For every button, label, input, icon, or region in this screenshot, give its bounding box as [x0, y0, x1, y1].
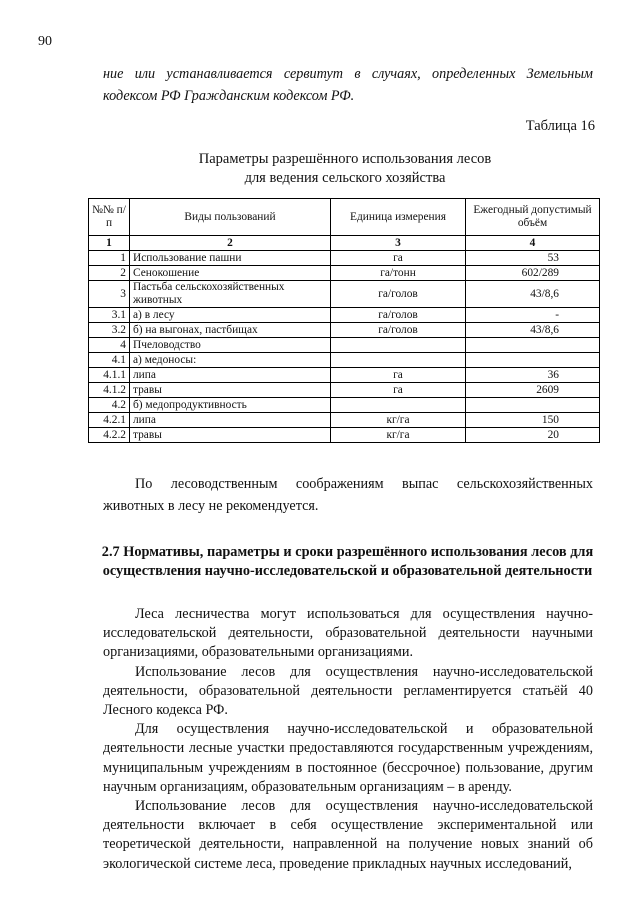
paragraph: Использование лесов для осуществления научно-исследовательской деятельности включает в себя осуществление экспериментальной или теоретической деятельности, направленной на получение новых знаний об экологической системе леса, проведение прикладных научных исследований, — [103, 798, 593, 872]
row-volume — [466, 398, 600, 413]
row-unit: га/голов — [331, 308, 466, 323]
row-use-type: б) на выгонах, пастбищах — [130, 323, 331, 338]
table-row — [89, 413, 600, 428]
row-unit — [331, 338, 466, 353]
column-number: 1 — [89, 236, 130, 251]
table-row — [89, 251, 600, 266]
row-use-type: Пчеловодство — [130, 338, 331, 353]
row-unit: га — [331, 368, 466, 383]
row-unit — [331, 398, 466, 413]
row-use-type: травы — [130, 383, 331, 398]
intro-text: ние или устанавливается сервитут в случаях, определенных Земельным кодексом РФ Гражданским кодексом РФ. — [103, 66, 593, 104]
row-unit: кг/га — [331, 413, 466, 428]
table-row — [89, 368, 600, 383]
row-use-type: травы — [130, 428, 331, 443]
paragraph: Леса лесничества могут использоваться для осуществления научно-исследовательской деятельности, образовательной деятельности научными организациями, образовательными организациями. — [103, 606, 593, 661]
table-row — [89, 383, 600, 398]
row-number: 4.2.1 — [89, 413, 130, 428]
table-row — [89, 428, 600, 443]
table-row — [89, 266, 600, 281]
row-number: 3.2 — [89, 323, 130, 338]
row-volume: 602/289 — [466, 266, 600, 281]
row-number: 4.1.2 — [89, 383, 130, 398]
row-number: 4.1 — [89, 353, 130, 368]
row-use-type: Использование пашни — [130, 251, 331, 266]
header-use-type: Виды пользований — [130, 199, 331, 236]
page-number: 90 — [38, 34, 52, 49]
row-use-type: а) медоносы: — [130, 353, 331, 368]
header-number: №№ п/п — [89, 199, 130, 236]
table-caption-line-2: для ведения сельского хозяйства — [244, 170, 446, 186]
header-annual-volume: Ежегодный допустимый объём — [466, 199, 600, 236]
row-use-type: Сенокошение — [130, 266, 331, 281]
table-row — [89, 353, 600, 368]
row-volume: 43/8,6 — [466, 323, 600, 338]
row-unit — [331, 353, 466, 368]
row-number: 3 — [89, 281, 130, 308]
paragraph: Для осуществления научно-исследовательской и образовательной деятельности лесные участки предоставляются государственным учреждениям, муниципальным учреждениям в постоянное (бессрочное) пользование, другим научным организациям, образовательным организациям – в аренду. — [103, 721, 593, 795]
row-unit: га — [331, 383, 466, 398]
row-use-type: а) в лесу — [130, 308, 331, 323]
row-volume — [466, 338, 600, 353]
row-use-type: липа — [130, 368, 331, 383]
row-number: 4.1.1 — [89, 368, 130, 383]
row-unit: га/тонн — [331, 266, 466, 281]
row-number: 4.2.2 — [89, 428, 130, 443]
section-heading: 2.7 Нормативы, параметры и сроки разрешённого использования лесов для осуществления научно-исследовательской и образовательной деятельности — [101, 544, 594, 579]
row-number: 2 — [89, 266, 130, 281]
table-row — [89, 398, 600, 413]
row-unit: га/голов — [331, 281, 466, 308]
row-volume: 43/8,6 — [466, 281, 600, 308]
row-volume: 36 — [466, 368, 600, 383]
table-row — [89, 323, 600, 338]
column-number: 3 — [331, 236, 466, 251]
row-use-type: липа — [130, 413, 331, 428]
paragraph: Использование лесов для осуществления научно-исследовательской деятельности, образовательной деятельности регламентируется статьёй 40 Лесного кодекса РФ. — [103, 663, 593, 719]
column-number: 2 — [130, 236, 331, 251]
row-use-type: Пастьба сельскохозяйственных животных — [130, 281, 331, 308]
row-unit: кг/га — [331, 428, 466, 443]
row-volume: 150 — [466, 413, 600, 428]
row-number: 4.2 — [89, 398, 130, 413]
header-unit: Единица измерения — [331, 199, 466, 236]
table-row — [89, 281, 600, 308]
column-numbers-row — [89, 236, 600, 251]
row-unit: га — [331, 251, 466, 266]
row-number: 1 — [89, 251, 130, 266]
table-caption — [100, 150, 590, 188]
row-number: 3.1 — [89, 308, 130, 323]
row-volume: 2609 — [466, 383, 600, 398]
table-row — [89, 308, 600, 323]
parameters-table — [88, 198, 600, 443]
table-label: Таблица 16 — [525, 118, 595, 134]
row-number: 4 — [89, 338, 130, 353]
column-number: 4 — [466, 236, 600, 251]
row-volume: - — [466, 308, 600, 323]
body-text — [103, 605, 593, 874]
row-unit: га/голов — [331, 323, 466, 338]
row-volume: 20 — [466, 428, 600, 443]
grazing-note: По лесоводственным соображениям выпас сельскохозяйственных животных в лесу не рекомендуется. — [103, 476, 593, 514]
row-volume — [466, 353, 600, 368]
table-caption-line-1: Параметры разрешённого использования лесов — [198, 151, 492, 167]
row-volume: 53 — [466, 251, 600, 266]
row-use-type: б) медопродуктивность — [130, 398, 331, 413]
table-header-row — [89, 199, 600, 236]
table-row — [89, 338, 600, 353]
